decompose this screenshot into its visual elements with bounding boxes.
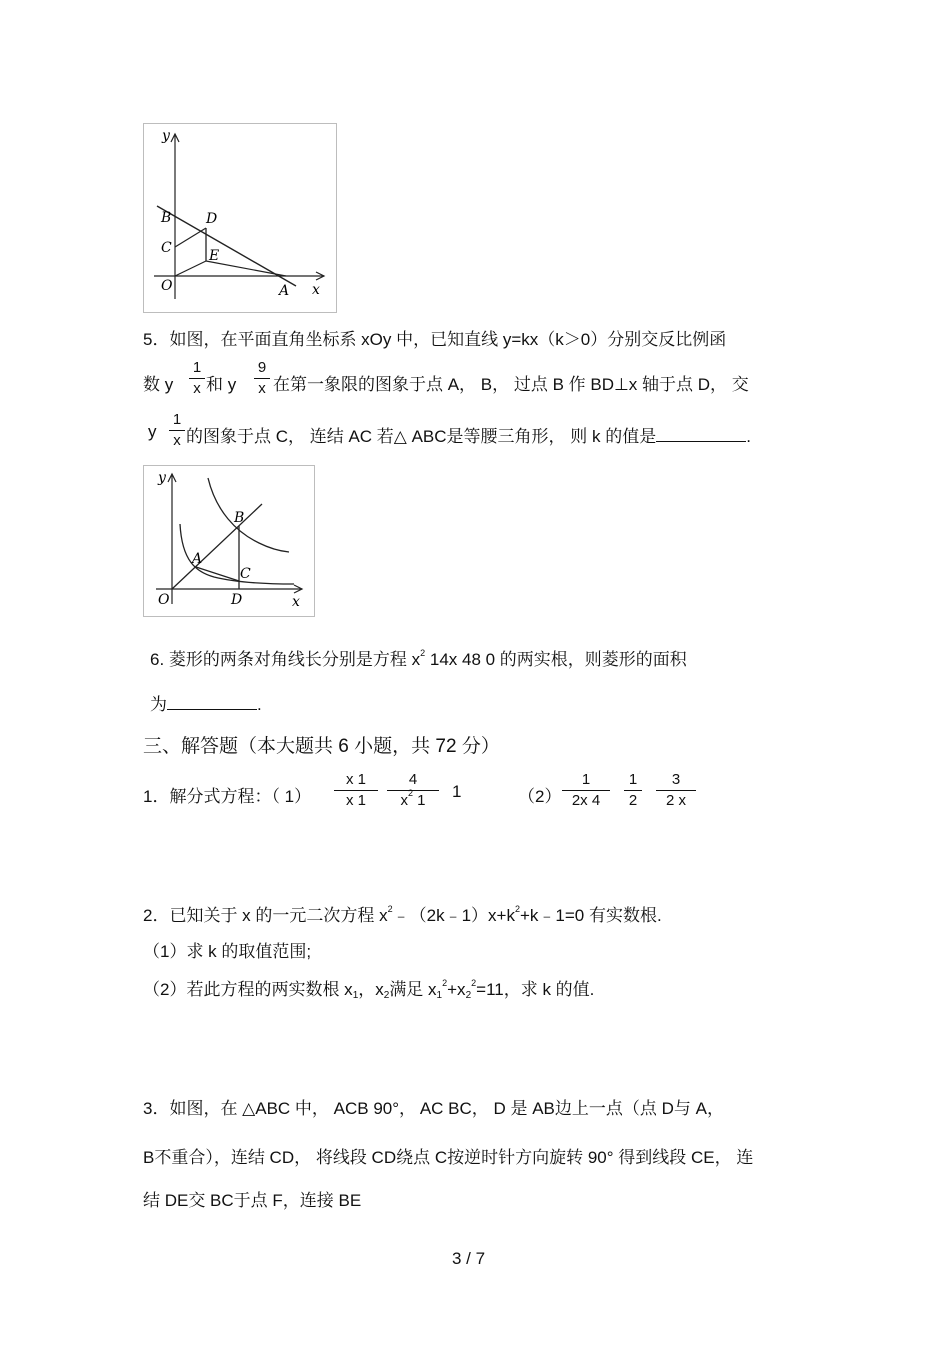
fig2-label-x: x xyxy=(292,594,300,610)
q6-text-end: . xyxy=(257,695,262,714)
p2-l3-sup-3: 2 xyxy=(442,978,448,988)
fig1-label-y: y xyxy=(162,128,170,144)
fig2-label-a: A xyxy=(192,551,203,567)
p2-l3-e: =11，求 k 的值. xyxy=(476,980,595,999)
p2-line-3 xyxy=(143,975,594,1000)
fig1-label-a: A xyxy=(279,283,290,299)
q5-line-2-middle: 和 y xyxy=(206,375,237,394)
fig1-label-d: D xyxy=(206,211,218,227)
p1-f2-denominator xyxy=(400,788,426,809)
q5-frac1-numerator: 1 xyxy=(192,359,202,376)
p2-text-a: 2．已知关于 x 的一元二次方程 x xyxy=(143,906,388,925)
figure-2 xyxy=(143,465,315,617)
q6-text-a: 6. 菱形的两条对角线长分别是方程 x xyxy=(150,650,421,669)
p2-l3-a: （2）若此方程的两实数根 x xyxy=(143,980,353,999)
p2-text-b: ﹣（2k﹣1）x+k xyxy=(392,906,515,925)
fig1-label-o: O xyxy=(161,278,173,294)
fig2-label-d: D xyxy=(231,592,243,608)
p1-fraction-1 xyxy=(334,771,378,810)
p1-f2-den-sup: 2 xyxy=(407,788,413,798)
section-3-heading: 三、解答题（本大题共 6 小题，共 72 分） xyxy=(143,736,500,757)
p1-f2-numerator: 4 xyxy=(408,771,418,788)
p1-label: 1．解分式方程：（ 1） xyxy=(143,787,312,806)
p2-l3-c: 满足 x xyxy=(389,980,437,999)
q5-frac2-denominator: x xyxy=(258,380,266,397)
p1-g1-numerator: 1 xyxy=(581,771,591,788)
p1-fraction-3 xyxy=(562,771,610,810)
fig1-label-x: x xyxy=(312,282,320,298)
fig1-label-e: E xyxy=(209,248,220,264)
p2-line-1 xyxy=(143,901,662,926)
q5-line-2-suffix: 在第一象限的图象于点 A， B， 过点 B 作 BD⊥x 轴于点 D， 交 xyxy=(273,375,749,394)
q5-fraction-3 xyxy=(169,411,185,450)
p3-line-3: 结 DE交 BC于点 F，连接 BE xyxy=(143,1191,362,1210)
fig2-label-c: C xyxy=(240,566,251,582)
p2-l3-b: ，x xyxy=(358,980,384,999)
figure-1-diagram xyxy=(144,124,336,312)
q6-text-c: 为 xyxy=(150,695,167,714)
p2-sup-1: 2 xyxy=(387,904,393,914)
figure-1 xyxy=(143,123,337,313)
fig1-label-b: B xyxy=(161,210,172,226)
q6-line-2 xyxy=(150,690,262,715)
q6-superscript: 2 xyxy=(420,648,426,658)
p1-g2-denominator: 2 xyxy=(628,792,638,809)
fig1-label-c: C xyxy=(161,240,172,256)
q5-frac1-denominator: x xyxy=(193,380,201,397)
p2-sup-2: 2 xyxy=(514,904,520,914)
p1-g3-numerator: 3 xyxy=(671,771,681,788)
q6-text-b: 14x 48 0 的两实根，则菱形的面积 xyxy=(425,650,687,669)
p3-line-1: 3．如图，在 △ABC 中， ACB 90°， AC BC， D 是 AB边上一点（点 D与 A， xyxy=(143,1099,724,1118)
q5-answer-blank[interactable] xyxy=(656,427,746,442)
p1-label-2: （2） xyxy=(518,787,562,806)
p2-line-2: （1）求 k 的取值范围; xyxy=(143,942,312,961)
q6-answer-blank[interactable] xyxy=(167,695,257,710)
p1-fraction-5 xyxy=(656,771,696,810)
fig2-label-y: y xyxy=(158,470,166,486)
p1-f2-den-x: x xyxy=(400,792,408,809)
p1-f1-denominator: x 1 xyxy=(345,792,366,809)
p3-line-2: B不重合），连结 CD， 将线段 CD绕点 C按逆时针方向旋转 90° 得到线段 CE， 连 xyxy=(143,1148,754,1167)
q5-line-3-prefix: y xyxy=(148,422,157,441)
q5-line-3-suffix xyxy=(186,422,751,447)
fig2-label-o: O xyxy=(158,592,170,608)
p1-f2-den-rest: 1 xyxy=(413,792,426,809)
q5-fraction-1 xyxy=(189,359,205,398)
p1-fraction-2 xyxy=(387,771,439,811)
p2-l3-sub-2: 2 xyxy=(383,990,390,1001)
page-number: 3 / 7 xyxy=(452,1249,486,1268)
q5-frac3-denominator: x xyxy=(173,432,181,449)
p1-rhs: 1 xyxy=(452,782,462,801)
p2-l3-d: +x xyxy=(447,980,466,999)
q5-line-3-text: 的图象于点 C， 连结 AC 若△ ABC是等腰三角形， 则 k 的值是 xyxy=(186,427,657,446)
q5-fraction-2 xyxy=(254,359,270,398)
p1-fraction-4 xyxy=(624,771,642,810)
q5-line-2-prefix: 数 y xyxy=(143,375,174,394)
q5-line-1: 5．如图，在平面直角坐标系 xOy 中，已知直线 y=kx（k＞0）分别交反比例函 xyxy=(143,330,727,349)
p2-l3-sub-3: 1 xyxy=(436,990,443,1001)
p2-l3-sup-4: 2 xyxy=(471,978,477,988)
figure-2-diagram xyxy=(144,466,314,616)
q5-frac3-numerator: 1 xyxy=(172,411,182,428)
p1-f1-numerator: x 1 xyxy=(345,771,366,788)
p1-g3-denominator: 2 x xyxy=(665,792,686,809)
p1-g1-denominator: 2x 4 xyxy=(571,792,601,809)
q5-frac2-numerator: 9 xyxy=(257,359,267,376)
q5-line-3-end: . xyxy=(746,427,751,446)
p1-g2-numerator: 1 xyxy=(628,771,638,788)
p2-l3-sub-4: 2 xyxy=(465,990,472,1001)
fig2-label-b: B xyxy=(234,510,245,526)
p2-text-c: +k﹣1=0 有实数根. xyxy=(520,906,662,925)
p2-l3-sub-1: 1 xyxy=(352,990,359,1001)
q6-line-1 xyxy=(150,645,687,670)
